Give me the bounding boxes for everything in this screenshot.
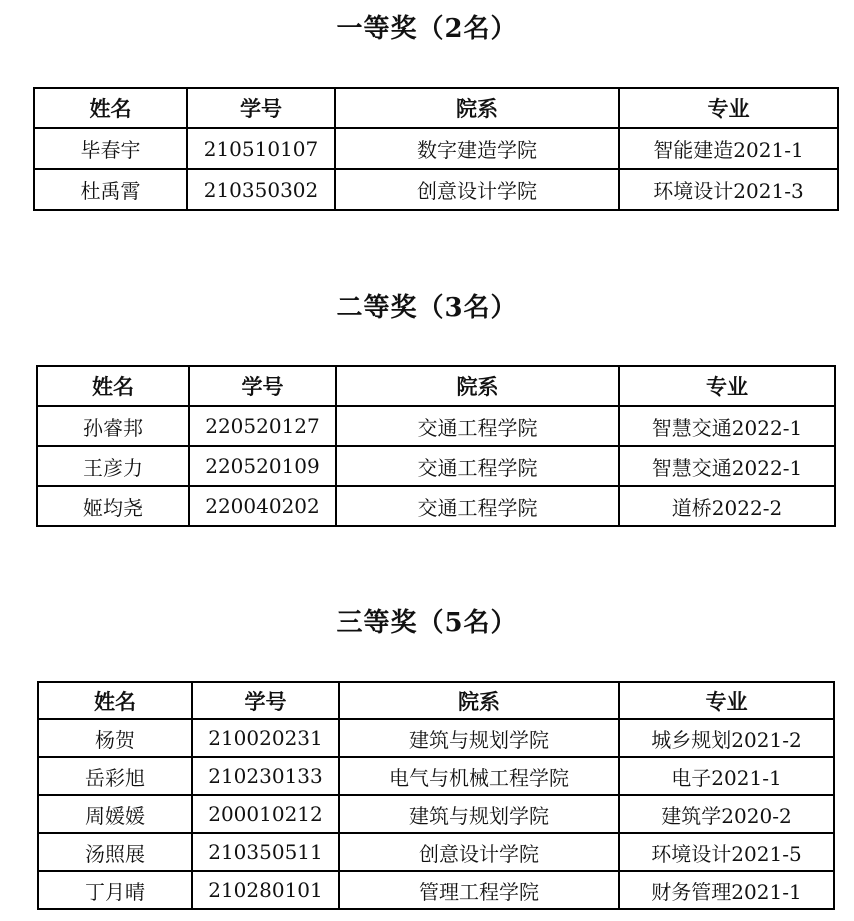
cell-department: 建筑与规划学院 <box>339 795 619 833</box>
cell-department: 交通工程学院 <box>336 446 619 486</box>
cell-major: 电子2021-1 <box>619 757 834 795</box>
table-row <box>37 446 835 486</box>
cell-name: 姬均尧 <box>37 486 189 526</box>
header-department: 院系 <box>339 682 619 719</box>
cell-name: 毕春宇 <box>34 128 187 169</box>
cell-department: 数字建造学院 <box>335 128 619 169</box>
header-major: 专业 <box>619 366 835 406</box>
cell-student-id: 210350511 <box>192 833 339 871</box>
table-header-row <box>38 682 834 719</box>
table-header-row <box>37 366 835 406</box>
cell-major: 道桥2022-2 <box>619 486 835 526</box>
header-department: 院系 <box>336 366 619 406</box>
cell-department: 建筑与规划学院 <box>339 719 619 757</box>
cell-name: 王彦力 <box>37 446 189 486</box>
third-prize-title: 三等奖（5名） <box>336 608 518 638</box>
cell-major: 建筑学2020-2 <box>619 795 834 833</box>
cell-major: 智慧交通2022-1 <box>619 406 835 446</box>
cell-student-id: 210020231 <box>192 719 339 757</box>
first-prize-table <box>33 87 839 211</box>
cell-name: 汤照展 <box>38 833 192 871</box>
cell-department: 管理工程学院 <box>339 871 619 909</box>
cell-department: 创意设计学院 <box>335 169 619 210</box>
header-name: 姓名 <box>37 366 189 406</box>
header-student-id: 学号 <box>189 366 336 406</box>
header-name: 姓名 <box>38 682 192 719</box>
table-header-row <box>34 88 838 128</box>
header-major: 专业 <box>619 682 834 719</box>
table-row <box>34 128 838 169</box>
cell-student-id: 210280101 <box>192 871 339 909</box>
cell-major: 财务管理2021-1 <box>619 871 834 909</box>
second-prize-table <box>36 365 836 527</box>
cell-major: 智能建造2021-1 <box>619 128 838 169</box>
cell-major: 环境设计2021-3 <box>619 169 838 210</box>
cell-name: 岳彩旭 <box>38 757 192 795</box>
third-prize-table <box>37 681 835 910</box>
first-prize-title: 一等奖（2名） <box>336 14 518 44</box>
cell-major: 城乡规划2021-2 <box>619 719 834 757</box>
table-row <box>37 406 835 446</box>
header-student-id: 学号 <box>192 682 339 719</box>
cell-name: 杜禹霄 <box>34 169 187 210</box>
header-department: 院系 <box>335 88 619 128</box>
cell-department: 创意设计学院 <box>339 833 619 871</box>
cell-name: 周媛媛 <box>38 795 192 833</box>
cell-student-id: 220520127 <box>189 406 336 446</box>
table-row <box>38 757 834 795</box>
cell-major: 智慧交通2022-1 <box>619 446 835 486</box>
cell-department: 交通工程学院 <box>336 486 619 526</box>
cell-department: 电气与机械工程学院 <box>339 757 619 795</box>
header-name: 姓名 <box>34 88 187 128</box>
header-major: 专业 <box>619 88 838 128</box>
cell-student-id: 210350302 <box>187 169 335 210</box>
cell-student-id: 200010212 <box>192 795 339 833</box>
second-prize-title: 二等奖（3名） <box>336 293 518 323</box>
header-student-id: 学号 <box>187 88 335 128</box>
table-row <box>38 833 834 871</box>
table-row <box>38 795 834 833</box>
table-row <box>34 169 838 210</box>
table-row <box>38 719 834 757</box>
cell-student-id: 210230133 <box>192 757 339 795</box>
cell-student-id: 220520109 <box>189 446 336 486</box>
table-row <box>37 486 835 526</box>
cell-name: 杨贺 <box>38 719 192 757</box>
table-row <box>38 871 834 909</box>
cell-name: 丁月晴 <box>38 871 192 909</box>
cell-department: 交通工程学院 <box>336 406 619 446</box>
cell-major: 环境设计2021-5 <box>619 833 834 871</box>
cell-name: 孙睿邦 <box>37 406 189 446</box>
cell-student-id: 210510107 <box>187 128 335 169</box>
cell-student-id: 220040202 <box>189 486 336 526</box>
